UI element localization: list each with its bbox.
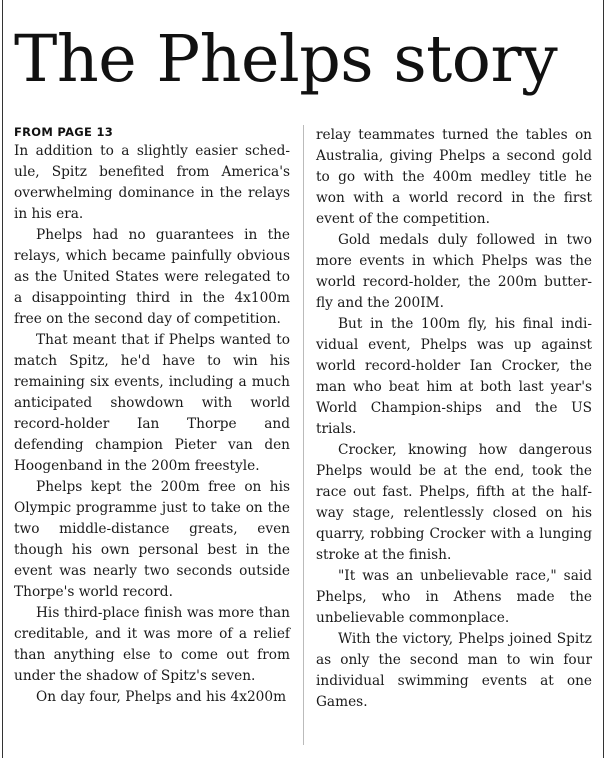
headline: The Phelps story [14, 22, 558, 97]
left-border-rule [2, 0, 3, 758]
paragraph: With the victory, Phelps joined Spitz as only the second man to win four individual swimming events at one Games. [316, 631, 592, 710]
paragraph: relay teammates turned the tables on Australia, giving Phelps a second gold to go with the 400m medley title he won with a world record in the first event of the competition. [316, 127, 592, 227]
paragraph: In addition to a slightly easier schedule, Spitz benefited from America's overwhelming dominance in the relays in his era. [14, 143, 290, 222]
continuation-kicker: FROM PAGE 13 [14, 125, 114, 139]
paragraph: Phelps had no guarantees in the relays, which became painfully obvious as the United States were relegated to a disappointing third in the 4x100m free on the second day of competition. [14, 227, 290, 327]
paragraph: On day four, Phelps and his 4x200m [36, 689, 287, 705]
article-column-left [14, 125, 290, 708]
paragraph: Phelps kept the 200m free on his Olympic programme just to take on the two middle-distance greats, even though his own personal best in the event was nearly two seconds outside Thorpe's world record. [14, 479, 290, 600]
paragraph: "It was an unbelievable race," said Phelps, who in Athens made the unbelievable commonplace. [316, 568, 592, 626]
paragraph: Crocker, knowing how dangerous Phelps would be at the end, took the race out fast. Phelps, fifth at the halfway stage, relentlessly closed on his quarry, robbing Crocker with a lunging stroke at the finish. [316, 442, 592, 563]
paragraph: But in the 100m fly, his final individual event, Phelps was up against world record-holder Ian Crocker, the man who beat him at both last year's World Champion-ships and the US trials. [316, 316, 592, 437]
right-border-rule [603, 0, 604, 758]
paragraph: That meant that if Phelps wanted to match Spitz, he'd have to win his remaining six events, including a much anticipated showdown with world record-holder Ian Thorpe and defending champion Pieter van den Hoogenband in the 200m freestyle. [14, 332, 290, 474]
paragraph: His third-place finish was more than creditable, and it was more of a relief than anything else to come out from under the shadow of Spitz's seven. [14, 605, 290, 684]
article-column-right [316, 125, 592, 713]
column-divider [303, 125, 304, 745]
paragraph: Gold medals duly followed in two more events in which Phelps was the world record-holder, the 200m butterfly and the 200IM. [316, 232, 592, 311]
